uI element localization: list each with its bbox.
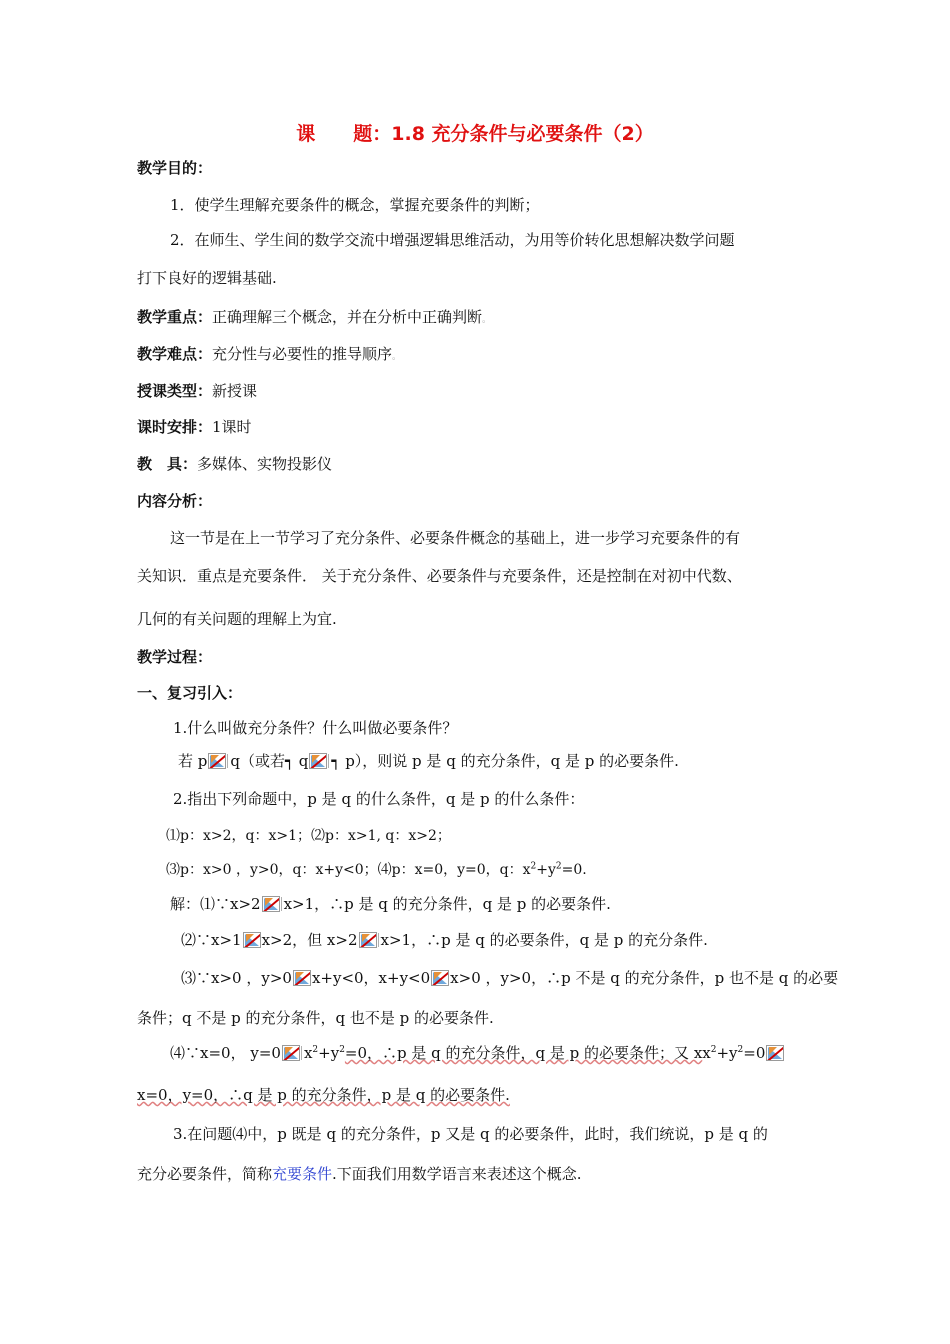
- analysis-line2: 关知识．重点是充要条件． 关于充分条件、必要条件与充要条件，还是控制在对初中代数、: [137, 567, 742, 585]
- props2-part-b: +y: [536, 862, 556, 878]
- implies-image-icon: [208, 753, 226, 769]
- sol3-part-b: x+y<0，x+y<0: [311, 969, 431, 987]
- question-1: 1.什么叫做充分条件？什么叫做必要条件？: [173, 719, 458, 737]
- sol4-part-d: =0，∴p 是 q 的充分条件，q 是 p 的必要条件；又 x: [344, 1044, 703, 1062]
- objectives-heading: 教学目的：: [137, 159, 213, 177]
- sol1-part-a: 解：⑴∵x>2: [170, 895, 261, 913]
- solution-2: [181, 930, 708, 950]
- difficulty-label: 教学难点：: [137, 345, 213, 363]
- implies-image-icon: [262, 896, 280, 912]
- page-title: 课 题：1.8 充分条件与必要条件（2）: [296, 123, 654, 145]
- solution-4-line1: [170, 1043, 785, 1063]
- sol4-part-c: +y: [318, 1044, 340, 1062]
- sol4-part-f: =0: [743, 1044, 766, 1062]
- analysis-line3: 几何的有关问题的理解上为宜.: [137, 610, 337, 628]
- lesson-type-label: 授课类型：: [137, 382, 213, 400]
- sol2-part-c: x>1，∴p 是 q 的必要条件，q 是 p 的充分条件.: [380, 931, 708, 949]
- implies-image-icon: [359, 932, 377, 948]
- implies-image-icon: [309, 753, 327, 769]
- lesson-type-row: [137, 381, 257, 401]
- sol4-part-a: ⑷∵x=0， y=0: [170, 1044, 281, 1062]
- process-heading: 教学过程：: [137, 648, 213, 666]
- propositions-3-4: [166, 860, 587, 880]
- q1-answer-part-a: 若 p: [178, 752, 208, 770]
- superscript-2: 2: [530, 861, 537, 872]
- props2-part-a: ⑶p：x>0 ，y>0，q：x+y<0；⑷p：x=0，y=0，q：x: [166, 862, 531, 878]
- superscript-2: 2: [555, 861, 562, 872]
- sol3-part-c: x>0 ，y>0，∴p 不是 q 的充分条件，p 也不是 q 的必要: [450, 969, 839, 987]
- sol4-part-b2: x: [702, 1044, 711, 1062]
- sol1-part-b: x>1，∴p 是 q 的充分条件，q 是 p 的必要条件.: [283, 895, 611, 913]
- section-review-heading: 一、复习引入：: [137, 684, 243, 702]
- tools-row: [137, 454, 332, 474]
- superscript-2: 2: [312, 1045, 319, 1055]
- sol4-part-e: +y: [716, 1044, 738, 1062]
- q3-line2-part-b: .下面我们用数学语言来表述这个概念.: [332, 1165, 582, 1183]
- objective-item-1: 1．使学生理解充要条件的概念，掌握充要条件的判断；: [170, 196, 540, 214]
- question-3-line1: 3.在问题⑷中，p 既是 q 的充分条件，p 又是 q 的必要条件，此时，我们统说，p 是 q 的: [173, 1125, 768, 1143]
- schedule-label: 课时安排：: [137, 418, 213, 436]
- sol4-part-b: x: [303, 1044, 313, 1062]
- term-sufficient-necessary-link[interactable]: 充要条件: [272, 1165, 333, 1183]
- sol2-part-a: ⑵∵x>1: [181, 931, 242, 949]
- q1-answer-part-c: ┑ p），则说 p 是 q 的充分条件，q 是 p 的必要条件.: [331, 752, 679, 770]
- implies-image-icon: [766, 1045, 784, 1061]
- key-point-row: 教学重点：正确理解三个概念，并在分析中正确判断。: [137, 308, 492, 326]
- superscript-2: 2: [339, 1045, 345, 1055]
- key-point-label: 教学重点：: [137, 308, 213, 326]
- solution-1: [170, 894, 611, 914]
- implies-image-icon: [282, 1045, 300, 1061]
- not-implies-image-icon: [293, 970, 311, 986]
- tools-label: 教 具：: [137, 455, 198, 473]
- question-3-line2: [137, 1164, 582, 1184]
- propositions-1-2: ⑴p：x>2，q：x>1；⑵p：x>1, q：x>2；: [166, 828, 451, 844]
- tools-text: 多媒体、实物投影仪: [197, 455, 333, 473]
- props2-part-c: =0.: [561, 862, 587, 878]
- schedule-text: 1课时: [212, 418, 252, 436]
- solution-3-line2: 条件；q 不是 p 的充分条件，q 也不是 p 的必要条件.: [137, 1009, 494, 1027]
- q1-answer-part-b: q（或若┑ q: [230, 752, 309, 770]
- question-2: 2.指出下列命题中，p 是 q 的什么条件，q 是 p 的什么条件：: [173, 790, 585, 808]
- superscript-2: 2: [710, 1045, 717, 1055]
- difficulty-text: 充分性与必要性的推导顺序: [212, 345, 393, 363]
- difficulty-row: 教学难点：充分性与必要性的推导顺序。: [137, 345, 402, 363]
- sol4-line2-text: x=0，y=0，∴q 是 p 的充分条件，p 是 q 的必要条件.: [137, 1086, 510, 1104]
- lesson-type-text: 新授课: [212, 382, 258, 400]
- analysis-line1: 这一节是在上一节学习了充分条件、必要条件概念的基础上，进一步学习充要条件的有: [170, 529, 741, 547]
- schedule-row: [137, 417, 252, 437]
- question-1-answer: [178, 751, 679, 771]
- superscript-2: 2: [737, 1045, 744, 1055]
- objective-item-2-line1: 2．在师生、学生间的数学交流中增强逻辑思维活动，为用等价转化思想解决数学问题: [170, 231, 735, 249]
- q3-line2-part-a: 充分必要条件，简称: [137, 1165, 273, 1183]
- key-point-text: 正确理解三个概念，并在分析中正确判断: [212, 308, 483, 326]
- sol2-part-b: x>2，但 x>2: [261, 931, 358, 949]
- not-implies-image-icon: [243, 932, 261, 948]
- solution-4-line2: [137, 1085, 510, 1105]
- analysis-heading: 内容分析：: [137, 492, 213, 510]
- not-implies-image-icon: [431, 970, 449, 986]
- objective-item-2-line2: 打下良好的逻辑基础.: [137, 269, 277, 287]
- sol3-part-a: ⑶∵x>0 ，y>0: [181, 969, 292, 987]
- solution-3-line1: [181, 968, 838, 988]
